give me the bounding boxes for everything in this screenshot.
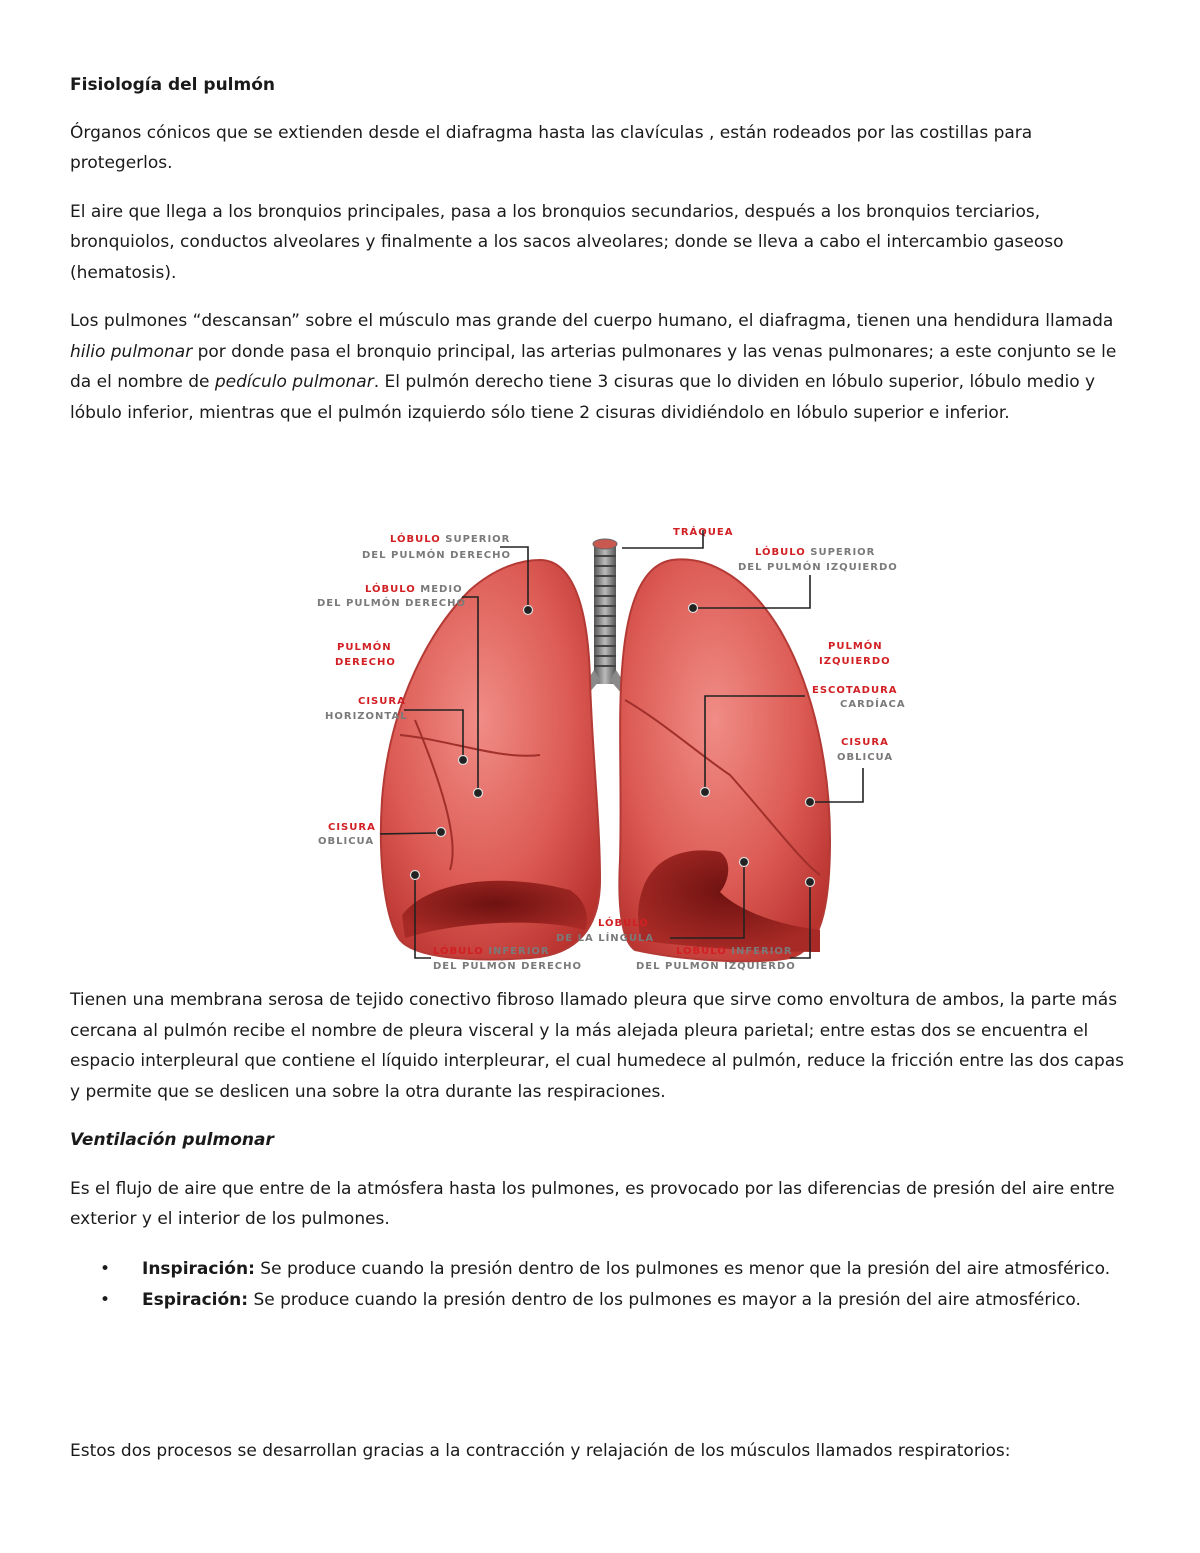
label-pulmon-izquierdo-2: IZQUIERDO — [819, 656, 891, 667]
document-page-lower — [70, 985, 1130, 1253]
label-lobulo-inf-der-2: DEL PULMÓN DERECHO — [433, 961, 582, 972]
label-lobulo-sup-der-2: DEL PULMÓN DERECHO — [362, 550, 511, 561]
lung-illustration — [300, 520, 910, 978]
label-escotadura: ESCOTADURA — [812, 685, 898, 696]
label-pulmon-derecho-2: DERECHO — [335, 657, 396, 668]
lung-anatomy-diagram — [300, 520, 910, 978]
label-lobulo-inf-izq: LÓBULO INFERIOR — [676, 946, 793, 957]
label-lobulo-sup-der: LÓBULO SUPERIOR — [390, 534, 511, 545]
label-cisura-oblicua-izq-2: OBLICUA — [837, 752, 894, 763]
bullet-term: Espiración: — [142, 1289, 249, 1310]
paragraph-6: Estos dos procesos se desarrollan gracias a la contracción y relajación de los músculos llamados respiratorios: — [70, 1441, 1011, 1461]
bullet-text: Se produce cuando la presión dentro de los pulmones es menor que la presión del aire atmosférico. — [254, 1259, 1111, 1279]
paragraph-3-text-c: . El pulmón derecho tiene 3 cisuras que lo dividen en lóbulo superior, lóbulo medio y lóbulo inferior, mientras que el pulmón izquierdo sólo tiene 2 cisuras dividiéndolo en lóbulo superior e inferior. — [70, 372, 1096, 423]
label-lobulo-sup-izq: LÓBULO SUPERIOR — [755, 547, 876, 558]
label-cisura-oblicua-der-2: OBLICUA — [318, 836, 375, 847]
bullet-text: Se produce cuando la presión dentro de los pulmones es mayor a la presión del aire atmosférico. — [248, 1289, 1081, 1310]
bullet-icon: • — [100, 1259, 111, 1279]
label-lingula-2: DE LA LÍNGULA — [556, 933, 655, 944]
list-item — [100, 1254, 1150, 1285]
label-traquea: TRÁQUEA — [673, 527, 734, 538]
label-escotadura-2: CARDÍACA — [840, 699, 906, 710]
paragraph-3 — [70, 306, 1130, 428]
label-pulmon-derecho-1: PULMÓN — [337, 642, 392, 653]
label-lobulo-medio: LÓBULO MEDIO — [365, 584, 463, 595]
label-cisura-oblicua-der: CISURA — [328, 822, 376, 833]
pediculo-pulmonar-term: pedículo pulmonar — [214, 372, 374, 392]
label-lobulo-medio-2: DEL PULMÓN DERECHO — [317, 598, 466, 609]
paragraph-3-text-b: por donde pasa el bronquio principal, las arterias pulmonares y las venas pulmonares; a este conjunto se le da el nombre de — [70, 341, 1117, 392]
right-lung-shape — [381, 560, 600, 959]
bullet-icon: • — [100, 1289, 111, 1310]
label-cisura-horizontal: CISURA — [358, 696, 406, 707]
paragraph-2: El aire que llega a los bronquios principales, pasa a los bronquios secundarios, después a los bronquios terciarios, bronquiolos, conductos alveolares y finalmente a los sacos alveolares; donde se lleva a cabo el intercambio gaseoso (hematosis). — [70, 201, 1064, 283]
label-cisura-horizontal-2: HORIZONTAL — [325, 711, 408, 722]
page-title: Fisiología del pulmón — [70, 75, 275, 95]
paragraph-5: Es el flujo de aire que entre de la atmósfera hasta los pulmones, es provocado por las diferencias de presión del aire entre exterior y el interior de los pulmones. — [70, 1178, 1115, 1229]
document-page-footer-text — [70, 1436, 1130, 1467]
label-cisura-oblicua-izq: CISURA — [841, 737, 889, 748]
paragraph-4: Tienen una membrana serosa de tejido conectivo fibroso llamado pleura que sirve como envoltura de ambos, la parte más cercana al pulmón recibe el nombre de pleura visceral y la más alejada pleura parietal; entre estas dos se encuentra el espacio interpleural que contiene el líquido interpleurar, el cual humedece al pulmón, reduce la fricción entre las dos capas y permite que se deslicen una sobre la otra durante las respiraciones. — [70, 990, 1125, 1102]
paragraph-1: Órganos cónicos que se extienden desde el diafragma hasta las clavículas , están rodeados por las costillas para protegerlos. — [70, 122, 1033, 173]
label-lingula: LÓBULO — [598, 918, 649, 929]
label-lobulo-inf-izq-2: DEL PULMÓN IZQUIERDO — [636, 961, 796, 972]
section-subtitle: Ventilación pulmonar — [70, 1130, 274, 1150]
bullet-term: Inspiración: — [142, 1259, 255, 1279]
label-lobulo-sup-izq-2: DEL PULMÓN IZQUIERDO — [738, 562, 898, 573]
label-lobulo-inf-der: LÓBULO INFERIOR — [433, 946, 550, 957]
label-pulmon-izquierdo-1: PULMÓN — [828, 641, 883, 652]
document-page — [70, 70, 1130, 446]
list-item — [100, 1285, 1150, 1316]
paragraph-3-text-a: Los pulmones “descansan” sobre el músculo mas grande del cuerpo humano, el diafragma, tienen una hendidura llamada — [70, 311, 1114, 331]
bullet-list — [100, 1254, 1150, 1315]
hilio-pulmonar-term: hilio pulmonar — [70, 341, 193, 362]
left-lung-shape — [619, 559, 830, 961]
